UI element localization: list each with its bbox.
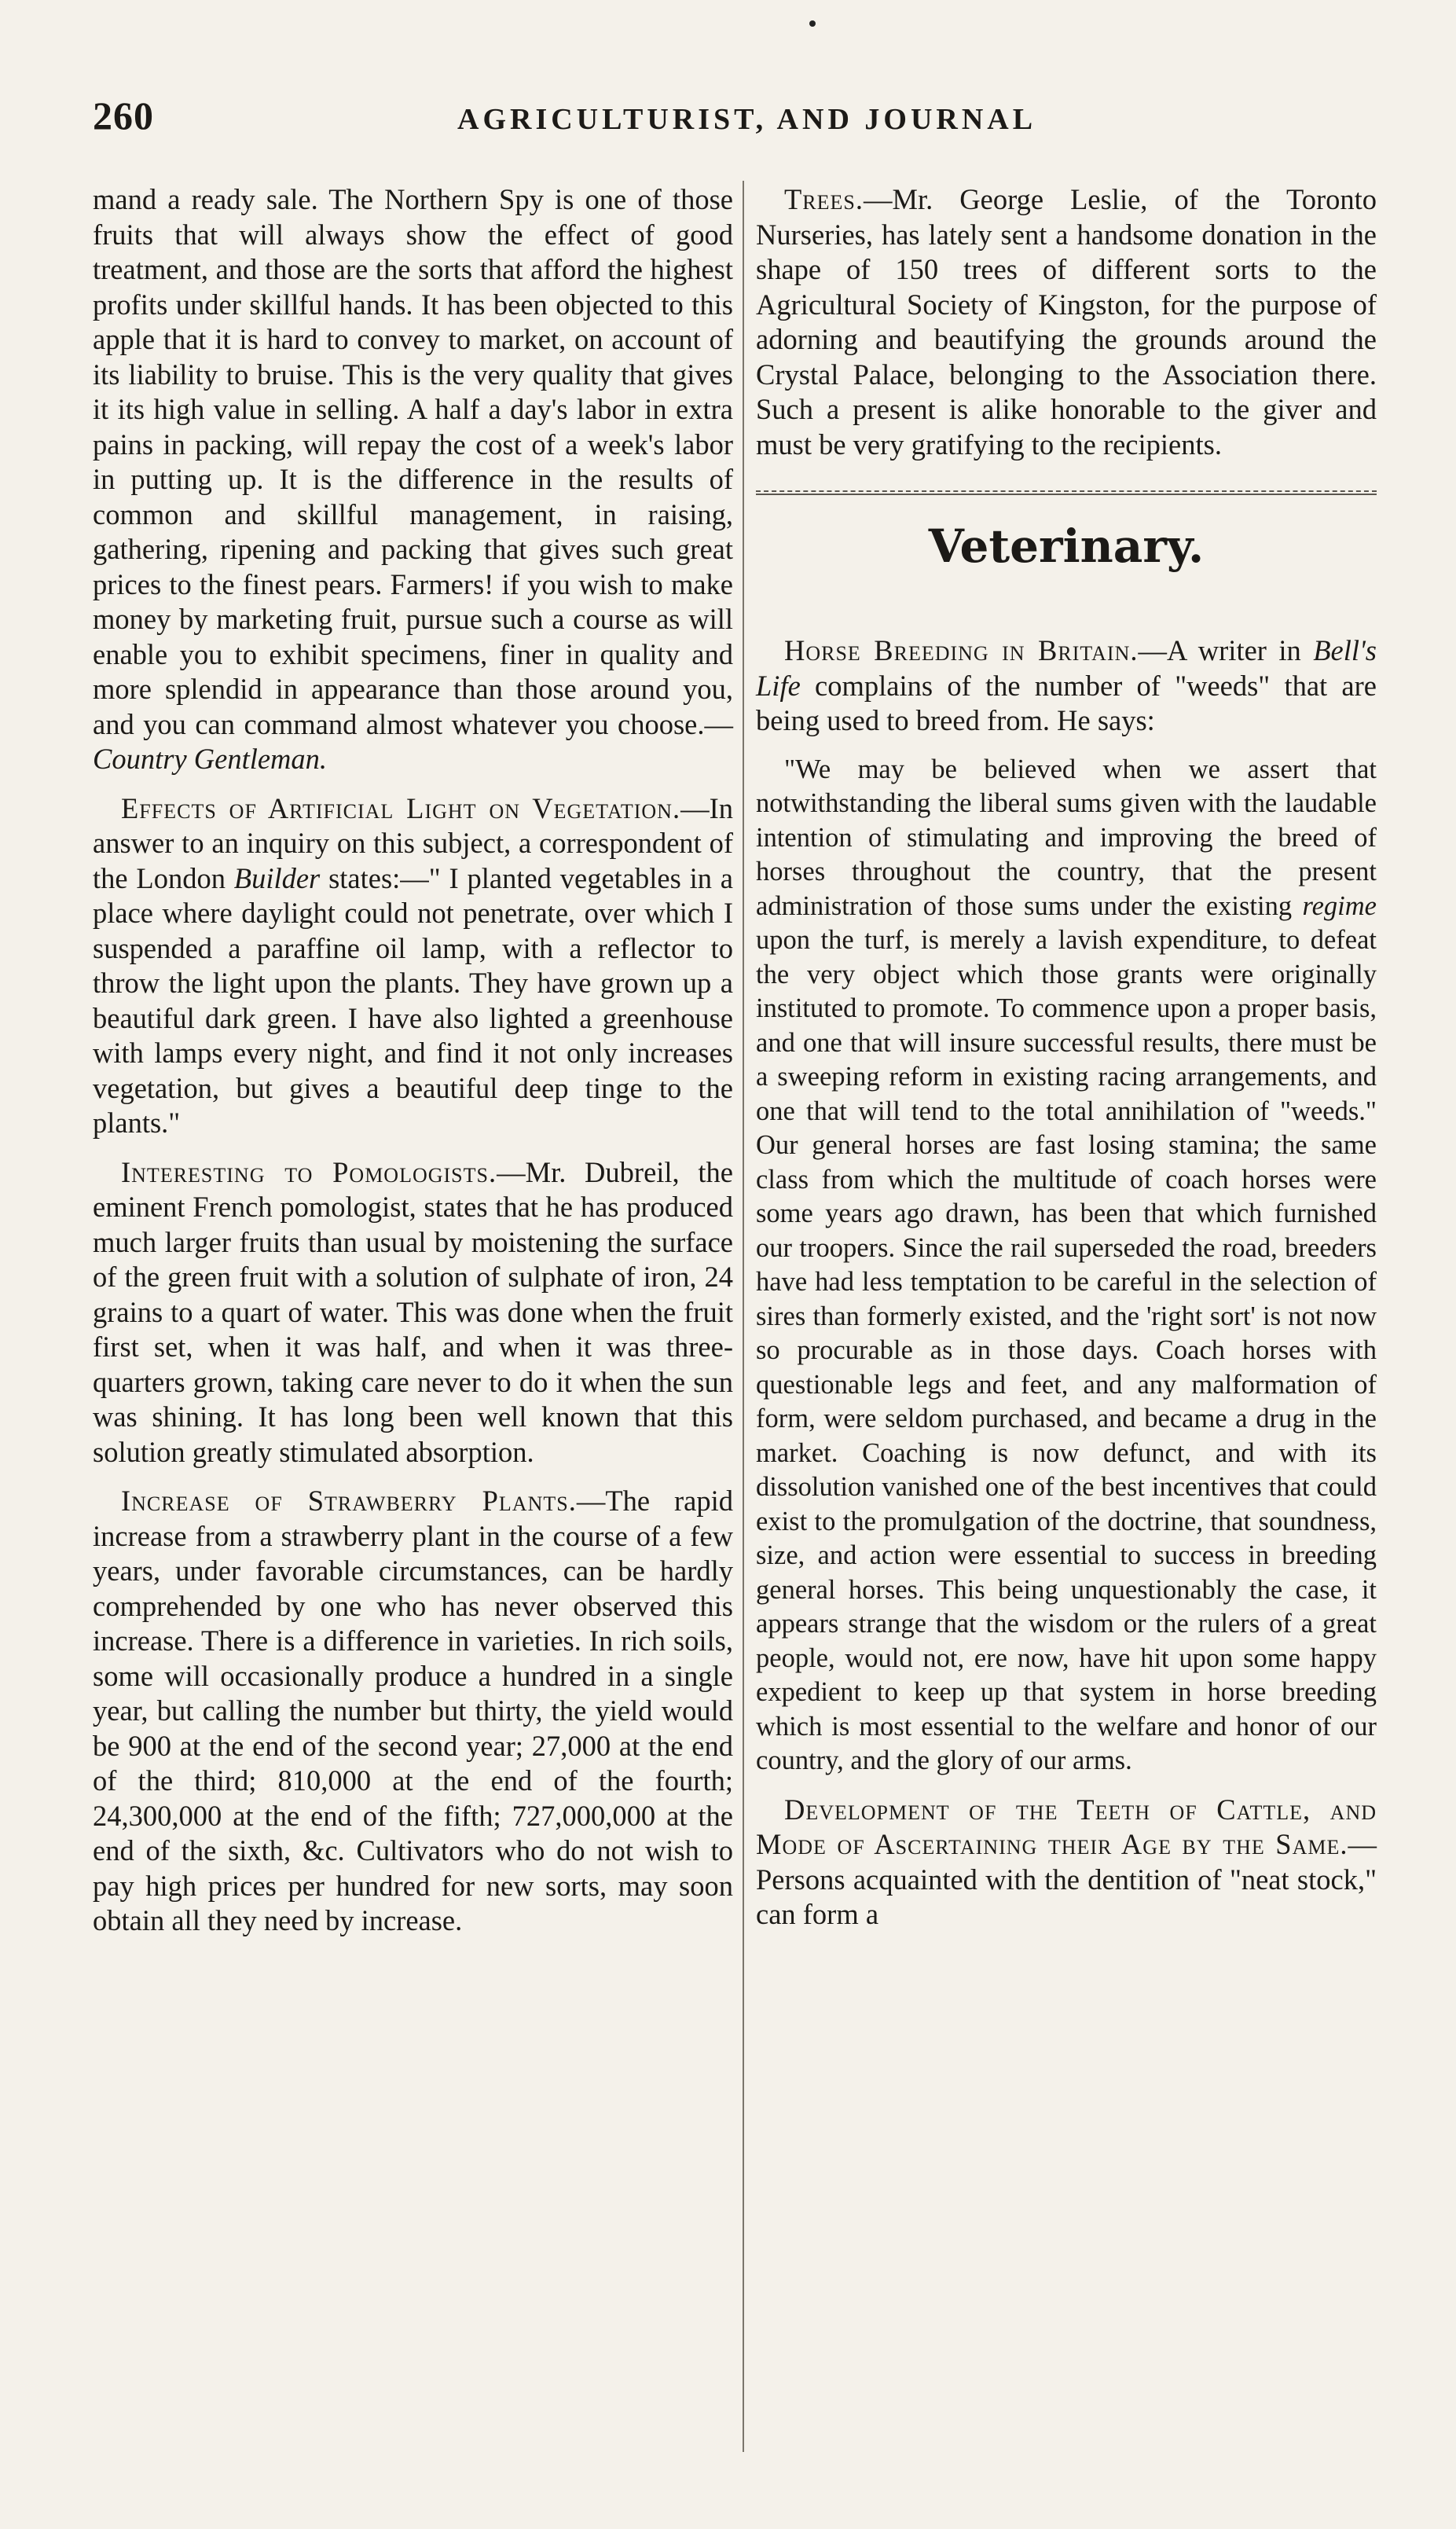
article-paragraph bbox=[756, 633, 1377, 739]
paragraph-text: complains of the number of "weeds" that are being used to breed from. He says: bbox=[756, 669, 1377, 736]
paragraph-text: —A writer in bbox=[1138, 634, 1314, 666]
quote-text: "We may be believed when we assert that notwithstanding the liberal sums given with the laudable intention of stimulating and improving the breed of horses throughout the country, that the present administration of those sums under the existing bbox=[756, 754, 1377, 921]
page-header bbox=[93, 93, 1381, 148]
article-paragraph bbox=[93, 1484, 733, 1939]
paragraph-text: —In answer to an inquiry on this subject, a correspondent of the London bbox=[93, 791, 733, 894]
article-heading: Development of the Teeth of Cattle, and Mode of Ascertaining their Age by the Same. bbox=[756, 1793, 1377, 1860]
paragraph-text: mand a ready sale. The Northern Spy is one of those fruits that will always show the effect of good treatment, and those are the sorts that afford the highest profits under skillful hands. It has been objected to this apple that it is hard to convey to market, on account of its liability to bruise. This is the very quality that gives it its high value in selling. A half a day's labor in extra pains in packing, will repay the cost of a week's labor in putting up. It is the difference in the results of common and skillful management, in raising, gathering, ripening and packing that gives such great prices to the finest pears. Farmers! if you wish to make money by marketing fruit, pursue such a course as will enable you to exhibit specimens, finer in quality and more splendid in appearance than those around you, and you can command almost whatever you choose.— bbox=[93, 183, 733, 740]
paragraph-text: —Persons acquainted with the dentition of "neat stock," can form a bbox=[756, 1828, 1377, 1930]
page-number: 260 bbox=[93, 94, 154, 138]
article-paragraph bbox=[93, 182, 733, 777]
italic-title: Bell's Life bbox=[756, 634, 1377, 702]
right-column bbox=[756, 182, 1377, 1947]
source-citation: Country Gentleman. bbox=[93, 743, 328, 775]
running-title: AGRICULTURIST, AND JOURNAL bbox=[457, 103, 1037, 136]
block-quote bbox=[756, 753, 1377, 1778]
article-paragraph bbox=[93, 791, 733, 1141]
article-heading: Horse Breeding in Britain. bbox=[784, 634, 1139, 666]
paragraph-text: —Mr. George Leslie, of the Toronto Nurseries, has lately sent a handsome donation in the shape of 150 trees of different sorts to the Agricultural Society of Kingston, for the purpose of adorning and beautifying the grounds around the Crystal Palace, belonging to the Association there. Such a present is alike honorable to the giver and must be very gratifying to the recipients. bbox=[756, 183, 1377, 461]
quote-text: upon the turf, is merely a lavish expenditure, to defeat the very object which those grants were originally instituted to promote. To commence upon a proper basis, and one that will insure successful results, there must be a sweeping reform in existing racing arrangements, and one that will tend to the total annihilation of "weeds." Our general horses are fast losing stamina; the same class from which the multitude of coach horses were some years ago drawn, has been that which furnished our troopers. Since the rail superseded the road, breeders have had less temptation to be careful in the selection of sires than formerly existed, and the 'right sort' is not now so procurable as in those days. Coach horses with questionable legs and feet, and any malformation of form, were seldom purchased, and became a drug in the market. Coaching is now defunct, and with its dissolution vanished one of the best incentives that could exist to the promulgation of the doctrine, that soundness, size, and action were essential to success in breeding general horses. This being unquestionably the case, it appears strange that the wisdom or the rulers of a great people, would not, ere now, have hit upon some happy expedient to keep up that system in horse breeding which is most essential to the welfare and honor of our country, and the glory of our arms. bbox=[756, 925, 1377, 1775]
article-heading: Interesting to Pomologists. bbox=[121, 1155, 497, 1188]
article-heading: Trees. bbox=[784, 183, 864, 215]
paragraph-text: —The rapid increase from a strawberry plant in the course of a few years, under favorable circumstances, can be hardly comprehended by one who has never observed this increase. There is a difference in varieties. In rich soils, some will occasionally produce a hundred in a single year, but calling the number but thirty, the yield would be 900 at the end of the second year; 27,000 at the end of the third; 810,000 at the end of the fourth; 24,300,000 at the end of the fifth; 727,000,000 at the end of the sixth, &c. Cultivators who do not wish to pay high prices per hundred for new sorts, may soon obtain all they need by increase. bbox=[93, 1485, 733, 1936]
left-column bbox=[93, 182, 733, 1953]
italic-word: regime bbox=[1302, 890, 1377, 921]
article-heading: Effects of Artificial Light on Vegetation. bbox=[121, 791, 681, 824]
section-divider bbox=[756, 490, 1377, 495]
paragraph-text: —Mr. Dubreil, the eminent French pomologist, states that he has produced much larger fruits than usual by moistening the surface of the green fruit with a solution of sulphate of iron, 24 grains to a quart of water. This was done when the fruit first set, when it was half, and when it was three-quarters grown, taking care never to do it when the sun was shining. It has long been well known that this solution greatly stimulated absorption. bbox=[93, 1155, 733, 1468]
paragraph-text: states:—" I planted vegetables in a place where daylight could not penetrate, over which I suspended a paraffine oil lamp, with a reflector to throw the light upon the plants. They have grown up a beautiful dark green. I have also lighted a greenhouse with lamps every night, and find it not only increases vegetation, but gives a beautiful deep tinge to the plants." bbox=[93, 861, 734, 1139]
article-paragraph bbox=[756, 182, 1377, 462]
column-divider bbox=[743, 181, 744, 2452]
section-title: Veterinary. bbox=[928, 519, 1205, 573]
article-heading: Increase of Strawberry Plants. bbox=[121, 1485, 577, 1517]
article-paragraph bbox=[756, 1793, 1377, 1933]
article-paragraph bbox=[93, 1155, 733, 1470]
italic-title: Builder bbox=[233, 861, 321, 894]
ink-speck bbox=[809, 20, 816, 27]
